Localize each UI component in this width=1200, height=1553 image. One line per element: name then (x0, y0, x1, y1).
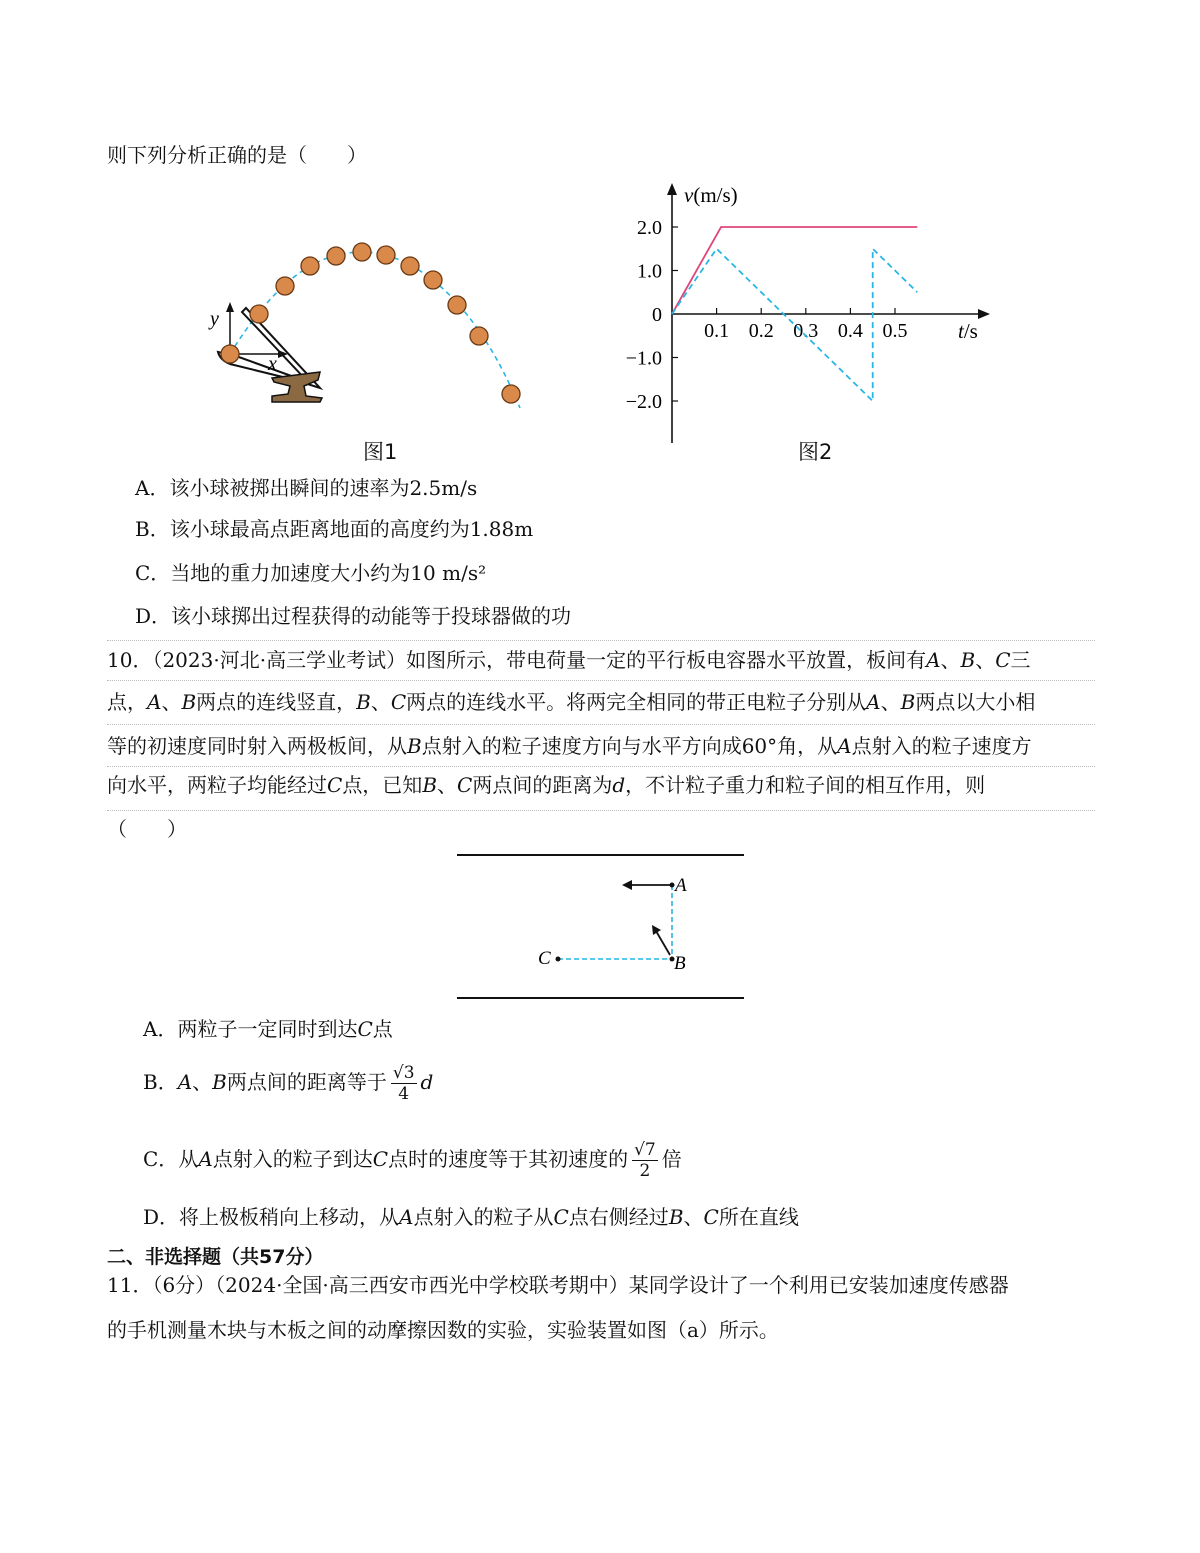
label-b: B (674, 953, 686, 974)
q9-option-b: B．该小球最高点距离地面的高度约为1.88m (135, 517, 534, 541)
q10-option-b: B．A、B两点间的距离等于 $\frac{√3}{4}$ d (143, 1063, 434, 1104)
x-tick-label: 0.5 (882, 320, 908, 342)
velocity-b-arrow (656, 931, 670, 955)
figure-capacitor (450, 845, 750, 1005)
x-tick-label: 0.1 (704, 320, 730, 342)
q10-line-2: 点，A、B两点的连线竖直，B、C两点的连线水平。将两完全相同的带正电粒子分别从A、B两点以大小相 (107, 690, 1036, 714)
axis-y-label: y (210, 308, 219, 330)
x-tick-label: 0.4 (837, 320, 863, 342)
q10-blank: （ ） (107, 817, 187, 841)
divider (107, 640, 1095, 641)
y-tick-label: −2.0 (625, 391, 662, 413)
q10-option-a: A．两粒子一定同时到达C点 (143, 1017, 393, 1041)
q10-line-1: 10．（2023·河北·高三学业考试）如图所示，带电荷量一定的平行板电容器水平放置，板间有A、B、C三 (107, 648, 1031, 672)
q9-option-a: A．该小球被掷出瞬间的速率为2.5m/s (135, 476, 478, 500)
q10-line-4: 向水平，两粒子均能经过C点，已知B、C两点间的距离为d，不计粒子重力和粒子间的相互作用，则 (107, 773, 986, 797)
q9-option-d: D．该小球掷出过程获得的动能等于投球器做的功 (135, 604, 572, 628)
label-a: A (675, 875, 687, 896)
q9-stem: 则下列分析正确的是（ ） (107, 143, 367, 167)
figure-1-caption: 图1 (363, 440, 398, 464)
y-axis-arrow (667, 183, 677, 195)
q11-line-1: 11．（6分）（2024·全国·高三西安市西光中学校联考期中）某同学设计了一个利用已安装加速度传感器 (107, 1273, 1009, 1297)
q10-line-3: 等的初速度同时射入两极板间，从B点射入的粒子速度方向与水平方向成60°角，从A点射入的粒子速度方 (107, 734, 1032, 758)
x-axis-arrow (978, 309, 990, 319)
y-tick-label: −1.0 (625, 347, 662, 370)
section-2-heading: 二、非选择题（共57分） (107, 1246, 324, 1268)
figure-1-projectile (200, 230, 540, 420)
series-line-0 (672, 227, 917, 314)
divider (107, 680, 1095, 681)
q10-option-c: C．从A点射入的粒子到达C点时的速度等于其初速度的 $\frac{√7}{2}$ 倍 (143, 1140, 682, 1181)
x-axis-label: t/s (958, 319, 978, 343)
figure-2-vt-chart (600, 175, 1020, 455)
figure-2-caption: 图2 (798, 440, 833, 464)
y-axis-label: v(m/s) (684, 183, 738, 207)
q9-option-c: C．当地的重力加速度大小约为10 m/s² (135, 561, 487, 585)
y-tick-label: 0 (652, 304, 662, 326)
label-c: C (538, 948, 551, 969)
divider (107, 766, 1095, 767)
q11-line-2: 的手机测量木块与木板之间的动摩擦因数的实验，实验装置如图（a）所示。 (107, 1318, 779, 1342)
point-c (556, 957, 561, 962)
axis-x-label: x (268, 353, 277, 375)
x-tick-label: 0.3 (793, 320, 819, 342)
y-tick-label: 2.0 (637, 217, 662, 239)
x-tick-label: 0.2 (748, 320, 774, 342)
divider (107, 810, 1095, 811)
y-tick-label: 1.0 (637, 260, 662, 283)
fraction: $\frac{√3}{4}$ (392, 1063, 415, 1104)
ball-markers (221, 243, 520, 403)
q10-option-d: D．将上极板稍向上移动，从A点射入的粒子从C点右侧经过B、C所在直线 (143, 1205, 799, 1229)
divider (107, 724, 1095, 725)
point-a (670, 883, 675, 888)
fraction: $\frac{√7}{2}$ (634, 1140, 656, 1181)
